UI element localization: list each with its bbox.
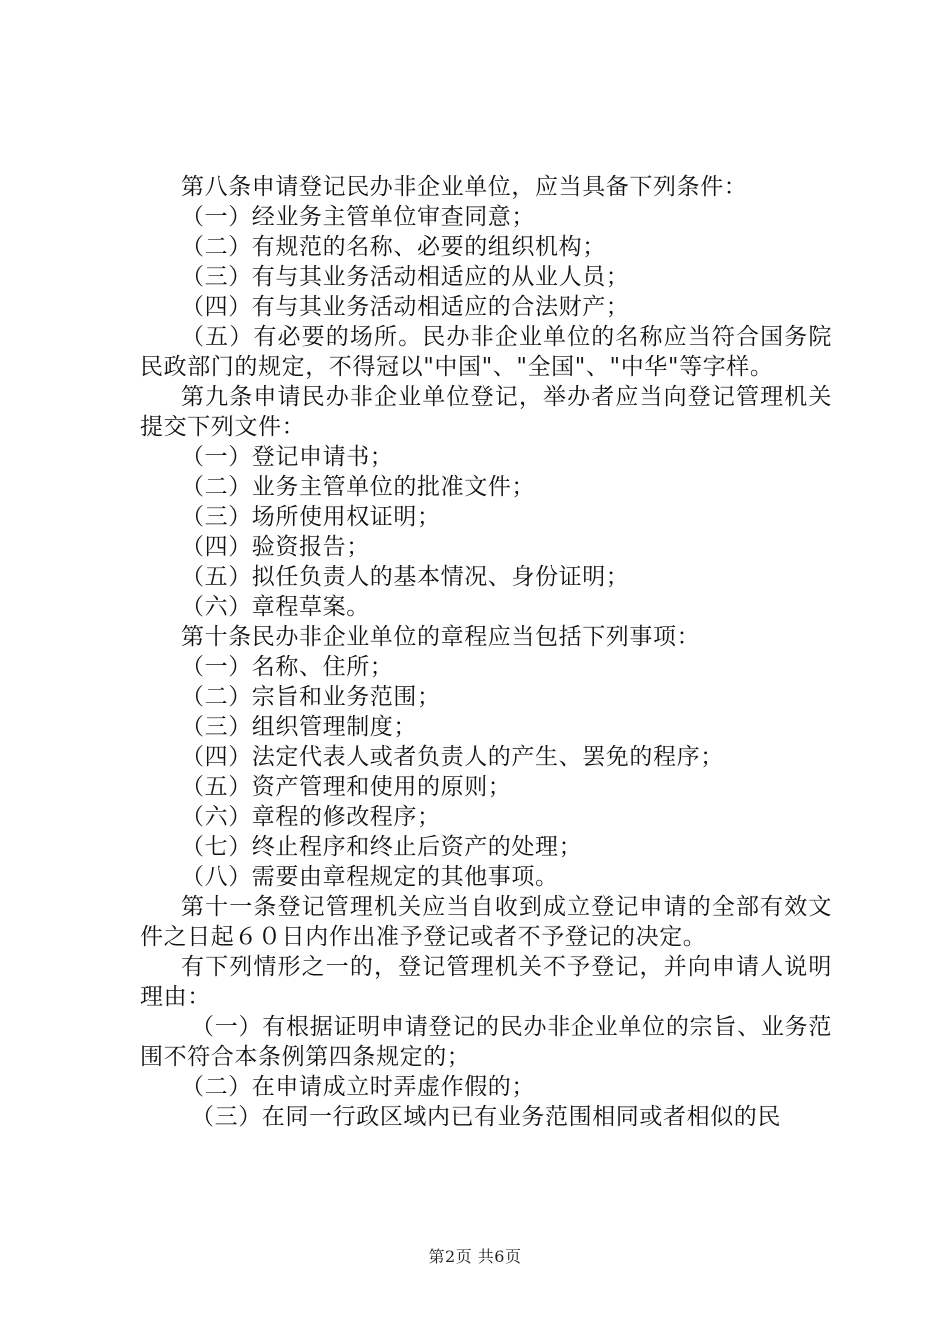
paragraph-article-10-item-2: （二）宗旨和业务范围； (181, 684, 441, 710)
paragraph-article-8: 第八条申请登记民办非企业单位，应当具备下列条件： (181, 174, 748, 200)
paragraph-article-9-item-2: （二）业务主管单位的批准文件； (181, 474, 535, 500)
paragraph-refusal-conditions: 有下列情形之一的，登记管理机关不予登记，并向申请人说明理由： (140, 954, 832, 1010)
paragraph-article-10-item-4: （四）法定代表人或者负责人的产生、罢免的程序； (181, 744, 724, 770)
document-body (140, 172, 832, 1132)
paragraph-article-8-item-2: （二）有规范的名称、必要的组织机构； (181, 234, 606, 260)
paragraph-article-11: 第十一条登记管理机关应当自收到成立登记申请的全部有效文件之日起６０日内作出准予登记或者不予登记的决定。 (140, 894, 832, 950)
paragraph-article-9-item-1: （一）登记申请书； (181, 444, 394, 470)
paragraph-article-9-item-5: （五）拟任负责人的基本情况、身份证明； (181, 564, 630, 590)
paragraph-refusal-item-3: （三）在同一行政区域内已有业务范围相同或者相似的民 (191, 1104, 781, 1130)
paragraph-article-9: 第九条申请民办非企业单位登记，举办者应当向登记管理机关提交下列文件： (140, 384, 832, 440)
paragraph-article-10-item-5: （五）资产管理和使用的原则； (181, 774, 512, 800)
paragraph-refusal-item-2: （二）在申请成立时弄虚作假的； (181, 1074, 535, 1100)
paragraph-article-10-item-8: （八）需要由章程规定的其他事项。 (181, 864, 559, 890)
paragraph-article-8-item-4: （四）有与其业务活动相适应的合法财产； (181, 294, 630, 320)
paragraph-article-9-item-3: （三）场所使用权证明； (181, 504, 441, 530)
paragraph-article-10-item-3: （三）组织管理制度； (181, 714, 417, 740)
paragraph-article-9-item-6: （六）章程草案。 (181, 594, 370, 620)
paragraph-article-9-item-4: （四）验资报告； (181, 534, 370, 560)
paragraph-article-8-item-3: （三）有与其业务活动相适应的从业人员； (181, 264, 630, 290)
paragraph-article-8-item-1: （一）经业务主管单位审查同意； (181, 204, 535, 230)
paragraph-article-10-item-1: （一）名称、住所； (181, 654, 394, 680)
page-number-footer: 第2页 共6页 (428, 1247, 522, 1266)
paragraph-article-10-item-7: （七）终止程序和终止后资产的处理； (181, 834, 583, 860)
paragraph-article-10: 第十条民办非企业单位的章程应当包括下列事项： (181, 624, 701, 650)
paragraph-article-10-item-6: （六）章程的修改程序； (181, 804, 441, 830)
paragraph-refusal-item-1: （一）有根据证明申请登记的民办非企业单位的宗旨、业务范围不符合本条例第四条规定的； (140, 1014, 832, 1070)
paragraph-article-8-item-5: （五）有必要的场所。民办非企业单位的名称应当符合国务院民政部门的规定，不得冠以"中国"、"全国"、"中华"等字样。 (140, 324, 832, 380)
